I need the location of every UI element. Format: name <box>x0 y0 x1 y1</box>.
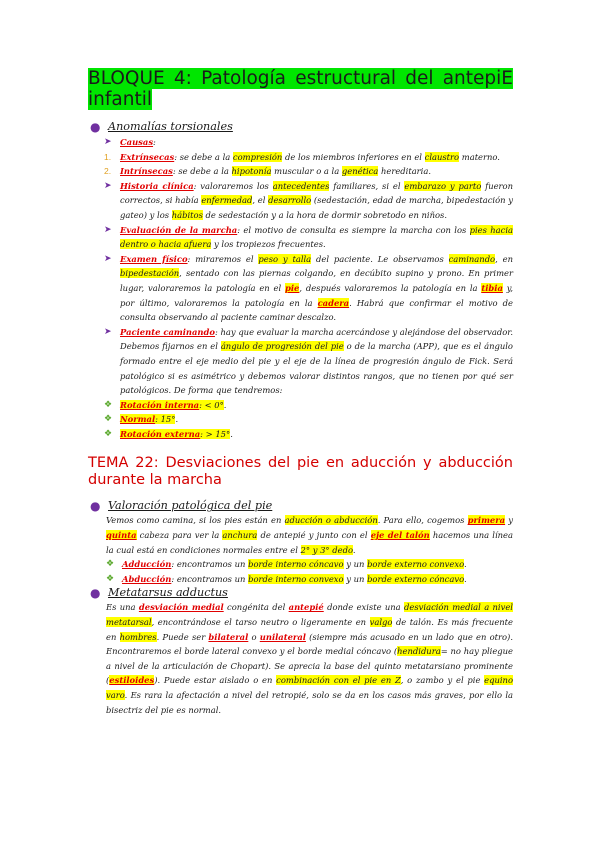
section-title: Valoración patológica del pie <box>108 499 273 513</box>
arrow-icon: ➤ <box>104 137 112 147</box>
section-heading: TEMA 22: Desviaciones del pie en aducción y abducción durante la marcha <box>88 455 513 489</box>
list-item: 1. Extrínsecas: se debe a la compresión de los miembros inferiores en el claustro materno. <box>104 151 500 162</box>
list-item: ❖ Abducción: encontramos un borde interno convexo y un borde externo cóncavo. <box>88 572 513 587</box>
diamond-bullet-icon: ❖ <box>104 414 113 425</box>
section-anomalias <box>88 120 513 134</box>
section-title: Anomalías torsionales <box>108 120 233 133</box>
arrow-icon: ➤ <box>104 224 112 235</box>
diamond-bullet-icon: ❖ <box>106 559 115 570</box>
arrow-icon: ➤ <box>104 253 112 264</box>
section-valoracion <box>88 499 513 513</box>
list-item: ➤ Evaluación de la marcha: el motivo de consulta es siempre la marcha con los pies hacia dentro o hacia afuera y los tropiezos frecuentes. <box>88 223 513 252</box>
bullet-icon: ● <box>90 499 101 514</box>
list-item: ➤ Paciente caminando: hay que evaluar la marcha acercándose y alejándose del observador. Debemos fijarnos en el ángulo de progresión del pie o de la marcha (APP), que es el ángulo formado entre el eje medio del pie y el eje de la línea de progresión ángulo de Fick. Será patológico si es asimétrico y debemos valorar distintos rangos, que no tienen por qué ser patológicos. De forma que tendremos: <box>88 325 513 398</box>
paragraph: Es una desviación medial congénita del antepié donde existe una desviación medial a nivel metatarsal, encontrándose el tarso neutro o ligeramente en valgo de talón. Es más frecuente en hombres. Puede ser bilateral o unilateral (siempre más acusado en un lado que en otro). Encontraremos el borde lateral convexo y el borde medial cóncavo (hendidura= no hay pliegue a nivel de la articulación de Chopart). Se aprecia la base del quinto metatarsiano prominente (estiloides). Puede estar aislado o en combinación con el pie en Z, o zambo y el pie equino varo. Es rara la afectación a nivel del retropié, solo se da en los casos más graves, por ello la bisectriz del pie es normal. <box>106 602 513 715</box>
arrow-icon: ➤ <box>104 180 112 191</box>
page-title: BLOQUE 4: Patología estructural del antepiE infantil <box>88 68 513 110</box>
list-item: ➤ Historia clínica: valoraremos los antecedentes familiares, si el embarazo y parto fueron correctos, si había enfermedad, el desarrollo (sedestación, edad de marcha, bipedestación y gateo) y los hábitos de sedestación y a la hora de dormir sobretodo en niños. <box>88 179 513 223</box>
diamond-bullet-icon: ❖ <box>104 399 113 410</box>
section-title: Metatarsus adductus <box>108 586 228 600</box>
list-item: ➤ Causas: <box>88 135 513 150</box>
bullet-icon: ● <box>90 586 101 601</box>
list-item: ❖ Normal: 15°. <box>88 412 513 427</box>
paragraph: Vemos como camina, si los pies están en aducción o abducción. Para ello, cogemos primera y quinta cabeza para ver la anchura de antepié y junto con el eje del talón hacemos una línea la cual está en condiciones normales entre el 2° y 3° dedo. <box>106 515 513 555</box>
section-metatarsus <box>88 586 513 600</box>
list-item: ❖ Rotación interna: < 0°. <box>88 398 513 413</box>
arrow-icon: ➤ <box>104 326 112 337</box>
diamond-bullet-icon: ❖ <box>104 428 113 439</box>
diamond-bullet-icon: ❖ <box>106 573 115 584</box>
list-item: ❖ Adducción: encontramos un borde interno cóncavo y un borde externo convexo. <box>88 557 513 572</box>
list-item: ➤ Examen físico: miraremos el peso y talla del paciente. Le observamos caminando, en bipedestación, sentado con las piernas colgando, en decúbito supino y prono. En primer lugar, valoraremos la patología en el pie, después valoraremos la patología en la tibia y, por último, valoraremos la patología en la cadera. Habrá que confirmar el motivo de consulta observando al paciente caminar descalzo. <box>88 252 513 325</box>
list-item: ❖ Rotación externa: > 15°. <box>88 427 513 442</box>
bullet-icon: ● <box>90 120 101 134</box>
list-item: 2. Intrínsecas: se debe a la hipotonía muscular o a la genética hereditaria. <box>104 166 432 177</box>
